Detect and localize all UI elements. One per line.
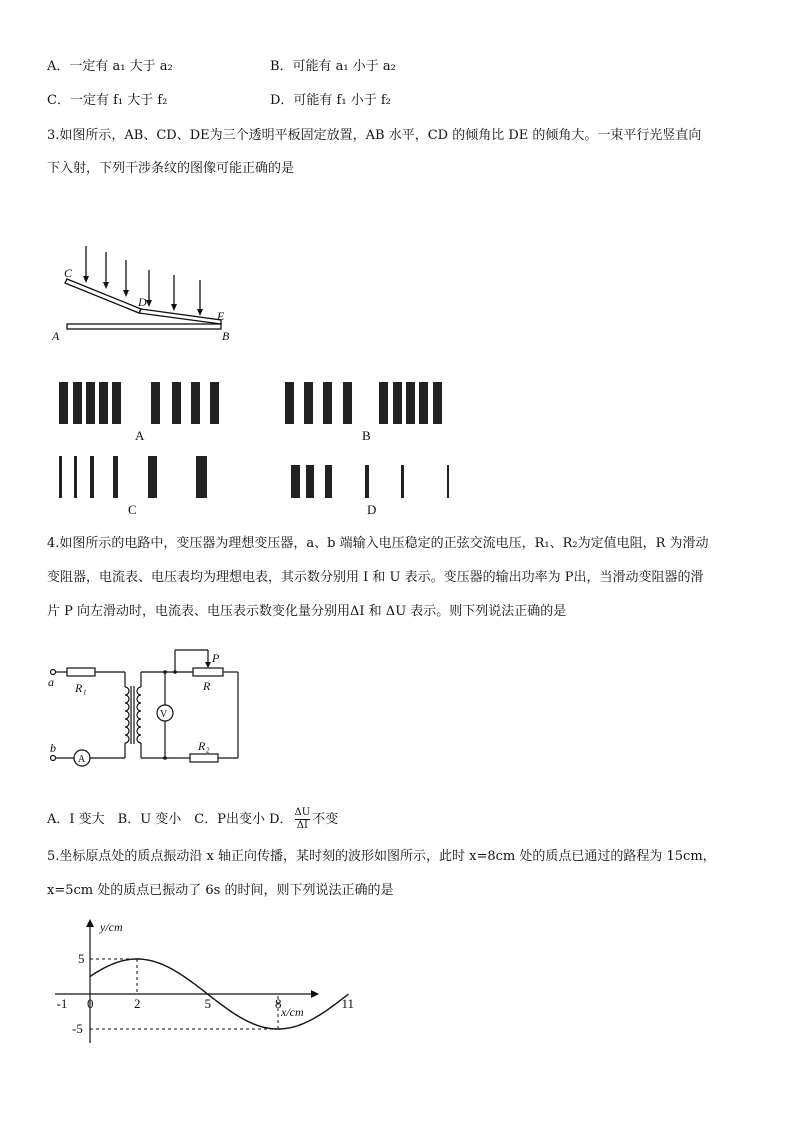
r1-label: R₁	[75, 681, 87, 695]
q2-option-c: C．一定有 f₁ 大于 f₂	[47, 93, 168, 108]
resistor-r2	[190, 754, 218, 762]
p-label: P	[212, 651, 220, 665]
fringe-label-d: D	[367, 502, 377, 517]
plate-ab	[67, 324, 221, 329]
q5-stem-line1: 5.坐标原点处的质点振动沿 x 轴正向传播，某时刻的波形如图所示，此时 x=8cm 处的质点已通过的路程为 15cm，	[47, 849, 716, 864]
fraction-numerator: ΔU	[294, 807, 311, 818]
q4-options-prefix: A．I 变大 B．U 变小 C．P出变小 D．	[47, 812, 293, 827]
label-d: D	[138, 295, 147, 309]
ammeter-label: A	[78, 754, 86, 765]
q4-stem-line2: 变阻器，电流表、电压表均为理想电表，其示数分别用 I 和 U 表示。变压器的输出功率为 P出，当滑动变阻器的滑	[47, 570, 704, 585]
fringe-pattern-d	[291, 465, 449, 498]
q2-option-d: D．可能有 f₁ 小于 f₂	[270, 93, 391, 108]
fringe-pattern-a	[59, 382, 219, 424]
q4-options	[47, 807, 338, 832]
q5-stem-line2: x=5cm 处的质点已振动了 6s 的时间，则下列说法正确的是	[47, 883, 394, 898]
label-a: A	[52, 329, 60, 343]
q4-option-d-fraction	[295, 807, 311, 832]
y-tick-label: -5	[72, 1021, 83, 1036]
fringe-label-c: C	[128, 502, 137, 517]
x-axis-label: x/cm	[281, 1005, 304, 1019]
plate-de	[139, 309, 221, 324]
q3-stem-line2: 下入射，下列干涉条纹的图像可能正确的是	[47, 161, 295, 176]
fringe-pattern-b	[285, 382, 442, 424]
x-tick-label: -1	[56, 996, 68, 1011]
fringe-label-b: B	[362, 428, 371, 443]
r-label: R	[203, 679, 211, 693]
y-axis-label: y/cm	[100, 920, 123, 934]
q3-plates-figure	[45, 240, 245, 345]
wave-chart	[45, 915, 355, 1050]
q4-stem-line3: 片 P 向左滑动时，电流表、电压表示数变化量分别用ΔI 和 ΔU 表示。则下列说法正确的是	[47, 604, 567, 619]
q2-option-b: B．可能有 a₁ 小于 a₂	[270, 59, 396, 74]
label-b: B	[222, 329, 230, 343]
rheostat-r	[193, 668, 223, 676]
q4-stem-line1: 4.如图所示的电路中，变压器为理想变压器，a、b 端输入电压稳定的正弦交流电压，R₁、R₂为定值电阻，R 为滑动	[47, 536, 709, 551]
q4-circuit-diagram	[45, 642, 245, 772]
secondary-coil	[137, 687, 141, 743]
resistor-r1	[67, 668, 95, 676]
terminal-a-label: a	[48, 675, 54, 689]
fringe-options	[55, 378, 475, 523]
fringe-pattern-c	[59, 456, 207, 498]
x-tick-label: 0	[87, 996, 94, 1011]
y-tick-label: 5	[78, 951, 85, 966]
r2-label: R₂	[198, 739, 210, 753]
label-e: E	[217, 309, 225, 323]
q2-option-a: A．一定有 a₁ 大于 a₂	[47, 59, 173, 74]
voltmeter-label: V	[160, 709, 168, 720]
terminal-b-label: b	[50, 741, 56, 755]
x-tick-label: 5	[204, 996, 211, 1011]
fringe-label-a: A	[135, 428, 145, 443]
fraction-denominator: ΔI	[296, 820, 308, 831]
label-c: C	[64, 266, 73, 280]
q3-stem-line1: 3.如图所示，AB、CD、DE为三个透明平板固定放置，AB 水平，CD 的倾角比 DE 的倾角大。一束平行光竖直向	[47, 128, 702, 143]
q4-options-suffix: 不变	[312, 812, 339, 827]
primary-coil	[125, 687, 129, 743]
x-tick-label: 11	[341, 996, 355, 1011]
x-tick-label: 8	[275, 996, 282, 1011]
plate-cd	[65, 279, 141, 313]
x-tick-label: 2	[134, 996, 141, 1011]
